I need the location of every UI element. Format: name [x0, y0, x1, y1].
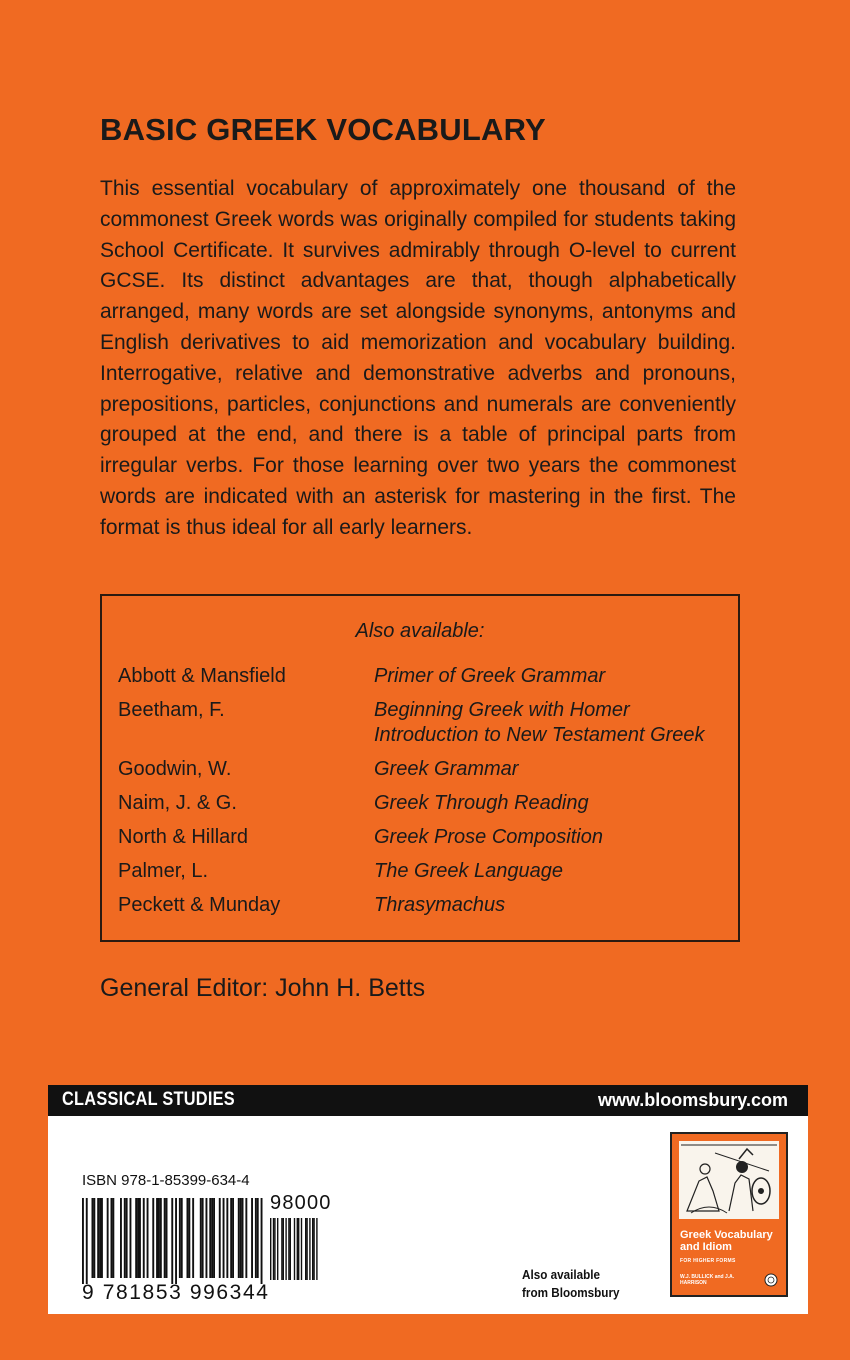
book-titles [374, 893, 505, 918]
book-title-entry: Beginning Greek with Homer [374, 699, 630, 721]
book-title-entry: Greek Grammar [374, 757, 519, 780]
isbn-text: ISBN 978-1-85399-634-4 [82, 1172, 250, 1189]
book-titles [374, 664, 605, 689]
related-book-thumbnail [670, 1132, 788, 1297]
book-author: Naim, J. & G. [118, 791, 237, 814]
book-author: Abbott & Mansfield [118, 665, 286, 687]
book-list [118, 664, 738, 927]
series-label: CLASSICAL STUDIES [62, 1089, 235, 1110]
book-author: Peckett & Munday [118, 893, 281, 916]
book-list-item [118, 664, 738, 689]
book-title-entry: Introduction to New Testament Greek [374, 723, 705, 746]
book-title-entry: The Greek Language [374, 859, 564, 882]
book-titles [374, 757, 518, 782]
barcode-panel [48, 1116, 808, 1314]
book-list-item [118, 757, 738, 782]
thumbnail-title: Greek Vocabulary and Idiom [680, 1229, 773, 1253]
book-titles [374, 825, 603, 850]
book-list-item [118, 859, 738, 884]
barcode-digits: 9 781853 996344 [82, 1281, 270, 1304]
general-editor: General Editor: John H. Betts [100, 974, 426, 1002]
also-available-box [100, 594, 740, 942]
also-available-label [522, 1266, 620, 1302]
book-title-entry: Thrasymachus [374, 893, 506, 916]
book-list-item [118, 698, 738, 747]
book-description: This essential vocabulary of approximately one thousand of the commonest Greek words was originally compiled for students taking School Certificate. It survives admirably through O-level to current GCSE. Its distinct advantages are that, though alphabetically arranged, many words are set alongside synonyms, antonyms and English derivatives to aid memorization and vocabulary building. Interrogative, relative and demonstrative adverbs and pronouns, prepositions, particles, conjunctions and numerals are conveniently grouped at the end, and there is a table of principal parts from irregular verbs. For those learning over two years the commonest words are indicated with an asterisk for mastering in the first. The format is thus ideal for all early learners. [100, 177, 736, 539]
book-list-item [118, 893, 738, 918]
book-title-entry: Primer of Greek Grammar [374, 665, 606, 687]
also-available-line-1: Also available [522, 1267, 601, 1282]
also-available-line-2: from Bloomsbury [522, 1285, 620, 1300]
book-title: BASIC GREEK VOCABULARY [100, 112, 546, 147]
book-titles [374, 859, 563, 884]
footer-bar [48, 1085, 808, 1116]
book-title-entry: Greek Prose Composition [374, 825, 603, 848]
book-author: North & Hillard [118, 825, 249, 848]
thumbnail-subtitle: FOR HIGHER FORMS [680, 1258, 736, 1264]
book-list-item [118, 825, 738, 850]
book-titles [374, 791, 589, 816]
also-available-heading: Also available: [355, 620, 485, 642]
book-author: Beetham, F. [118, 699, 225, 721]
price-code: 98000 [270, 1192, 332, 1214]
book-title-entry: Greek Through Reading [374, 791, 589, 814]
book-author: Goodwin, W. [118, 757, 232, 780]
book-author: Palmer, L. [118, 859, 209, 882]
greek-vase-illustration-icon [679, 1141, 779, 1219]
publisher-website: www.bloomsbury.com [597, 1090, 788, 1110]
book-titles [374, 698, 705, 747]
publisher-seal-icon [764, 1273, 778, 1287]
thumbnail-authors: W.J. BULLICK and J.A. HARRISON [680, 1274, 735, 1286]
book-list-item [118, 791, 738, 816]
